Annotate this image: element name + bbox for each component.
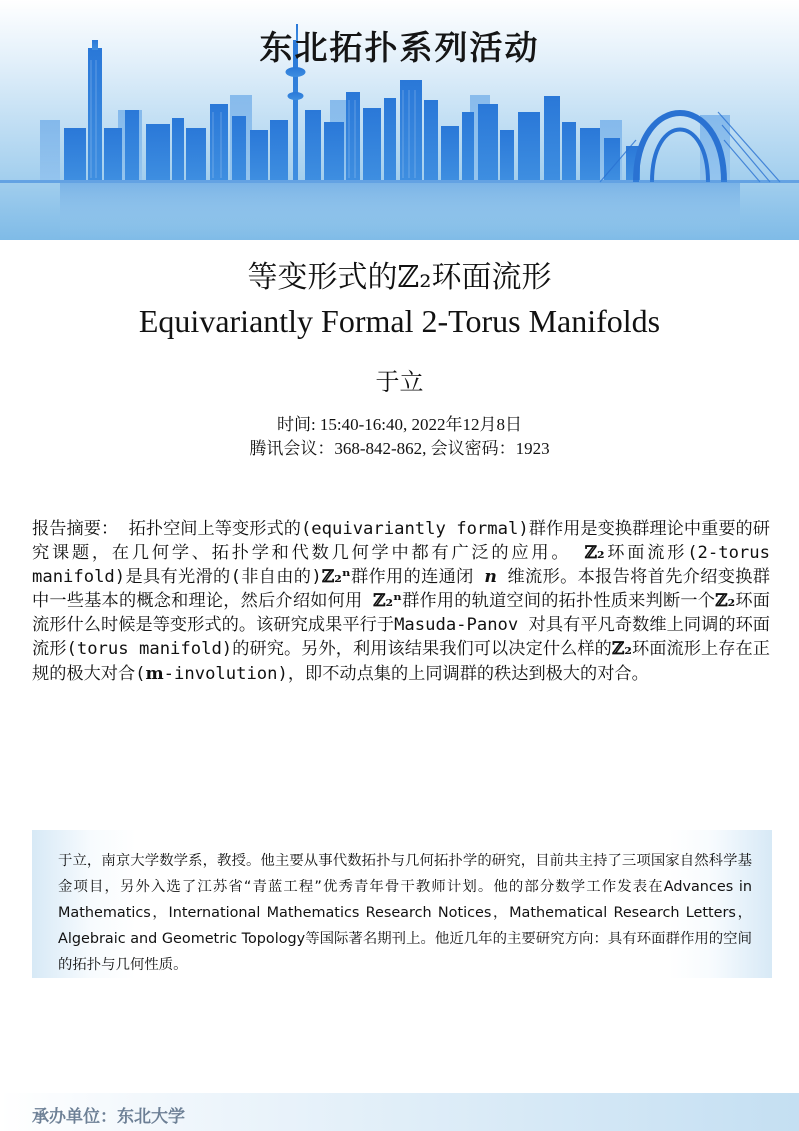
- m-symbol: m: [145, 663, 164, 684]
- header-banner: [0, 0, 799, 240]
- organizer-label: 承办单位：东北大学: [32, 1107, 185, 1127]
- abstract-text-5: 群作用的轨道空间的拓扑性质来判断一个: [401, 591, 716, 612]
- talk-title-chinese: 等变形式的ℤ₂环面流形: [247, 260, 552, 295]
- abstract-text-8: -involution)，即不动点集的上同调群的秩达到极大的对合。: [163, 663, 649, 684]
- talk-time: 时间: 15:40-16:40, 2022年12月8日: [276, 415, 523, 434]
- series-title: 东北拓扑系列活动: [259, 28, 540, 67]
- abstract-text-2: 环面流形(2-torus manifold)是具有光滑的(非自由的): [32, 543, 770, 588]
- abstract-text-1: 拓扑空间上等变形式的(equivariantly formal)群作用是变换群理论中重要的研究课题，在几何学、拓扑学和代数几何学中都有广泛的应用。: [32, 519, 770, 564]
- abstract-paragraph: [32, 517, 770, 686]
- abstract-text-7: 环面流形上存在正规的极大对合(: [32, 639, 770, 684]
- meeting-info: 腾讯会议：368-842-862, 会议密码：1923: [249, 439, 550, 458]
- abstract-label: 报告摘要：: [32, 519, 119, 539]
- footer-bar: [0, 1093, 799, 1131]
- abstract-text-3: 群作用的连通闭: [350, 567, 474, 588]
- abstract-text-6: 环面流形什么时候是等变形式的。该研究成果平行于Masuda-Panov 对具有平凡奇数维上同调的环面流形(torus manifold)的研究。另外，利用该结果我们可以决定什么样的: [32, 591, 770, 660]
- z2n-symbol: ℤ₂ⁿ: [372, 591, 402, 612]
- speaker-bio-box: [32, 830, 772, 978]
- speaker-name: 于立: [375, 368, 424, 396]
- talk-title-english: Equivariantly Formal 2-Torus Manifolds: [138, 303, 661, 339]
- abstract-text-4: 维流形。本报告将首先介绍变换群中一些基本的概念和理论，然后介绍如何用: [32, 567, 770, 612]
- z2-symbol: ℤ₂: [715, 591, 736, 612]
- z2-symbol: ℤ₂: [584, 543, 605, 564]
- n-symbol: n: [484, 567, 497, 588]
- z2n-symbol: ℤ₂ⁿ: [321, 567, 351, 588]
- speaker-bio-text: 于立，南京大学数学系，教授。他主要从事代数拓扑与几何拓扑学的研究，目前共主持了三项国家自然科学基金项目，另外入选了江苏省“青蓝工程”优秀青年骨干教师计划。他的部分数学工作发表在Advances in Mathematics，International Mathematics Research Notices，Mathematical Research Letters，Algebraic and Geometric Topology等国际著名期刊上。他近几年的主要研究方向：具有环面群作用的空间的拓扑与几何性质。: [58, 853, 752, 973]
- z2-symbol: ℤ₂: [611, 639, 632, 660]
